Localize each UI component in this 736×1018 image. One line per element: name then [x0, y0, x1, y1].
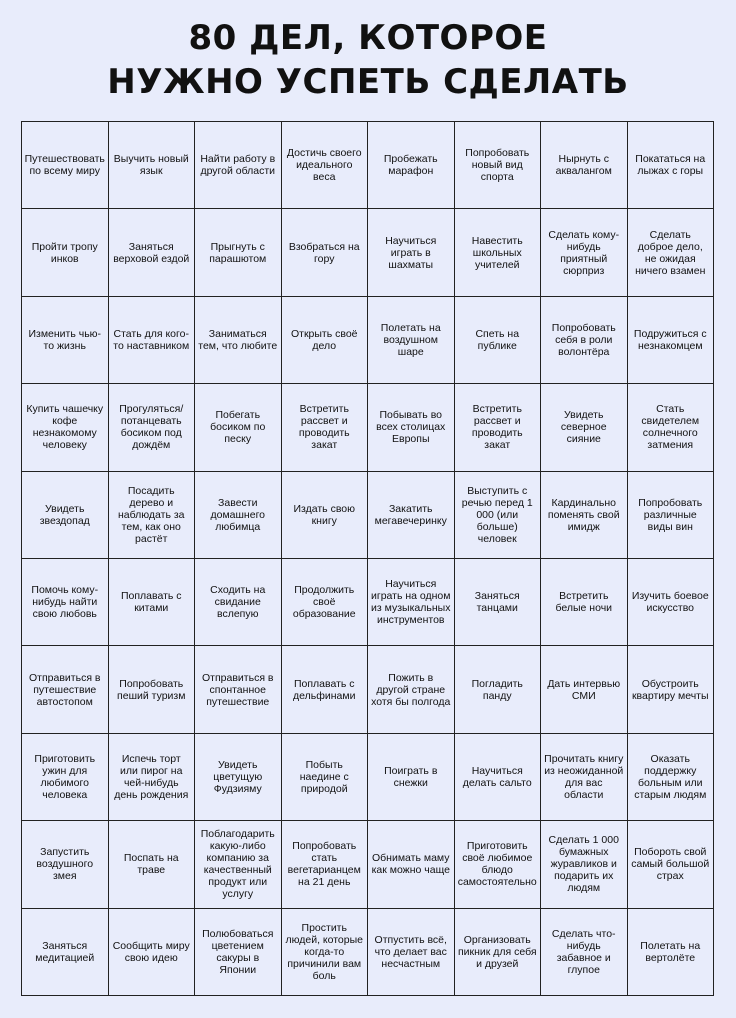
- grid-cell: [628, 821, 715, 908]
- grid-cell-text: Запустить воздушного змея: [36, 846, 94, 883]
- grid-cell-text: Заняться танцами: [474, 590, 520, 615]
- grid-cell-text: Побыть наедине с природой: [299, 758, 349, 795]
- grid-cell: [541, 122, 628, 209]
- grid-cell: [109, 734, 196, 821]
- grid-cell: [628, 209, 715, 296]
- grid-cell: [22, 122, 109, 209]
- grid-cell-text: Пожить в другой стране хотя бы полгода: [371, 671, 451, 708]
- grid-cell: [22, 209, 109, 296]
- grid-cell-text: Научиться играть в шахматы: [385, 234, 437, 271]
- grid-cell: [541, 384, 628, 471]
- grid-cell: [22, 384, 109, 471]
- grid-cell-text: Побороть свой самый большой страх: [631, 846, 710, 883]
- grid-cell-text: Приготовить ужин для любимого человека: [34, 752, 96, 801]
- grid-cell: [628, 646, 715, 733]
- grid-cell: [109, 122, 196, 209]
- grid-cell-text: Попробовать себя в роли волонтёра: [551, 321, 616, 358]
- grid-cell-text: Приготовить своё любимое блюдо самостоятельно: [457, 840, 537, 889]
- grid-cell-text: Взобраться на гору: [288, 240, 360, 265]
- grid-cell-text: Встретить рассвет и проводить закат: [471, 403, 523, 452]
- grid-cell-text: Прыгнуть с парашютом: [209, 240, 267, 265]
- grid-cell-text: Сообщить миру свою идею: [112, 939, 190, 964]
- grid-cell-text: Увидеть звездопад: [39, 502, 90, 527]
- grid-cell: [22, 734, 109, 821]
- grid-cell-text: Побегать босиком по песку: [210, 409, 266, 446]
- grid-cell: [282, 559, 369, 646]
- grid-cell-text: Полюбоваться цветением сакуры в Японии: [202, 927, 274, 976]
- title-line-2: НУЖНО УСПЕТЬ СДЕЛАТЬ: [107, 62, 629, 102]
- grid-cell-text: Оказать поддержку больным или старым людям: [634, 752, 707, 801]
- grid-cell: [282, 209, 369, 296]
- grid-cell-text: Открыть своё дело: [290, 327, 358, 352]
- grid-cell: [282, 909, 369, 996]
- grid-cell-text: Стать для кого-то наставником: [113, 327, 190, 352]
- grid-cell-text: Обнимать маму как можно чаще: [371, 852, 450, 877]
- grid-cell: [541, 734, 628, 821]
- grid-cell-text: Выучить новый язык: [113, 153, 189, 178]
- grid-cell-text: Увидеть цветущую Фудзияму: [213, 758, 263, 795]
- grid-cell: [628, 909, 715, 996]
- grid-cell-text: Встретить рассвет и проводить закат: [298, 403, 350, 452]
- grid-cell: [109, 559, 196, 646]
- grid-cell-text: Покататься на лыжах с горы: [635, 153, 706, 178]
- grid-cell: [368, 821, 455, 908]
- grid-cell-text: Поблагодарить какую-либо компанию за качественный продукт или услугу: [200, 828, 275, 901]
- grid-cell: [109, 209, 196, 296]
- grid-cell-text: Нырнуть с аквалангом: [555, 153, 612, 178]
- grid-cell: [282, 734, 369, 821]
- grid-cell: [368, 734, 455, 821]
- grid-cell: [195, 909, 282, 996]
- page-title: [0, 16, 736, 104]
- grid-cell: [22, 297, 109, 384]
- grid-cell: [628, 734, 715, 821]
- grid-cell: [195, 384, 282, 471]
- grid-cell-text: Найти работу в другой области: [200, 153, 276, 178]
- grid-cell-text: Попробовать пеший туризм: [117, 677, 186, 702]
- grid-cell: [109, 821, 196, 908]
- grid-cell-text: Достичь своего идеального веса: [286, 147, 362, 184]
- grid-cell-text: Завести домашнего любимца: [210, 496, 266, 533]
- grid-cell: [109, 384, 196, 471]
- grid-cell-text: Изменить чью-то жизнь: [28, 327, 102, 352]
- grid-cell: [195, 646, 282, 733]
- grid-cell: [455, 909, 542, 996]
- grid-cell-text: Заняться медитацией: [35, 939, 95, 964]
- grid-cell: [195, 122, 282, 209]
- grid-cell-text: Обустроить квартиру мечты: [631, 677, 709, 702]
- grid-cell: [455, 472, 542, 559]
- grid-cell-text: Прогуляться/ потанцевать босиком под дождём: [119, 403, 184, 452]
- grid-cell-text: Сделать что-нибудь забавное и глупое: [551, 927, 616, 976]
- grid-cell: [22, 821, 109, 908]
- grid-cell: [109, 297, 196, 384]
- grid-cell: [455, 646, 542, 733]
- grid-cell: [541, 909, 628, 996]
- grid-cell-text: Посадить дерево и наблюдать за тем, как оно растёт: [117, 484, 185, 545]
- grid-cell: [541, 559, 628, 646]
- grid-cell-text: Поиграть в снежки: [384, 764, 438, 789]
- grid-cell-text: Поспать на траве: [123, 852, 179, 877]
- grid-cell: [455, 734, 542, 821]
- grid-cell: [22, 559, 109, 646]
- grid-cell: [541, 821, 628, 908]
- grid-cell-text: Попробовать различные виды вин: [638, 496, 703, 533]
- grid-cell: [282, 821, 369, 908]
- grid-cell: [541, 646, 628, 733]
- grid-cell-text: Встретить белые ночи: [555, 590, 613, 615]
- grid-cell-text: Полетать на воздушном шаре: [380, 321, 441, 358]
- grid-cell-text: Прочитать книгу из неожиданной для вас области: [544, 752, 624, 801]
- grid-cell: [541, 472, 628, 559]
- grid-cell: [109, 909, 196, 996]
- grid-cell: [628, 384, 715, 471]
- grid-cell: [195, 209, 282, 296]
- grid-cell: [195, 472, 282, 559]
- grid-cell-text: Сделать 1 000 бумажных журавликов и подарить их людям: [548, 834, 619, 895]
- grid-cell: [282, 122, 369, 209]
- grid-cell-text: Поплавать с китами: [120, 590, 182, 615]
- grid-cell: [368, 209, 455, 296]
- grid-cell-text: Попробовать стать вегетарианцем на 21 день: [287, 840, 361, 889]
- grid-cell-text: Издать свою книгу: [293, 502, 355, 527]
- grid-cell: [628, 472, 715, 559]
- grid-cell: [282, 472, 369, 559]
- grid-cell: [282, 297, 369, 384]
- grid-cell: [195, 297, 282, 384]
- grid-cell-text: Навестить школьных учителей: [471, 234, 523, 271]
- grid-cell: [109, 646, 196, 733]
- grid-cell: [455, 209, 542, 296]
- grid-cell: [628, 122, 715, 209]
- grid-cell: [22, 472, 109, 559]
- grid-cell-text: Заняться верховой ездой: [113, 240, 190, 265]
- grid-cell-text: Научиться делать сальто: [462, 764, 532, 789]
- grid-cell-text: Отпустить всё, что делает вас несчастным: [374, 933, 447, 970]
- grid-cell-text: Дать интервью СМИ: [547, 677, 621, 702]
- grid-cell: [368, 122, 455, 209]
- title-line-1: 80 ДЕЛ, КОТОРОЕ: [188, 18, 548, 58]
- grid-cell-text: Продолжить своё образование: [292, 584, 356, 621]
- grid-cell-text: Сделать доброе дело, не ожидая ничего взамен: [635, 228, 706, 277]
- grid-cell-text: Спеть на публике: [475, 327, 520, 352]
- grid-cell: [455, 559, 542, 646]
- grid-cell-text: Сходить на свидание вслепую: [210, 584, 266, 621]
- grid-cell-text: Пройти тропу инков: [31, 240, 98, 265]
- grid-cell-text: Путешествовать по всему миру: [24, 153, 105, 178]
- grid-cell-text: Заниматься тем, что любите: [198, 327, 278, 352]
- grid-cell: [368, 297, 455, 384]
- grid-cell-text: Полетать на вертолёте: [640, 939, 701, 964]
- grid-cell: [455, 821, 542, 908]
- grid-cell-text: Изучить боевое искусство: [631, 590, 709, 615]
- grid-cell: [455, 297, 542, 384]
- grid-cell-text: Побывать во всех столицах Европы: [376, 409, 446, 446]
- grid-cell: [282, 646, 369, 733]
- grid-cell: [455, 384, 542, 471]
- grid-cell: [541, 209, 628, 296]
- grid-cell-text: Увидеть северное сияние: [560, 409, 607, 446]
- grid-cell-text: Простить людей, которые когда-то причинили вам боль: [285, 921, 363, 982]
- grid-cell: [628, 297, 715, 384]
- grid-cell: [628, 559, 715, 646]
- grid-cell-text: Подружиться с незнакомцем: [633, 327, 707, 352]
- grid-cell: [22, 909, 109, 996]
- grid-cell-text: Научиться играть на одном из музыкальных инструментов: [371, 578, 451, 627]
- grid-cell: [368, 559, 455, 646]
- grid-cell: [368, 472, 455, 559]
- grid-cell-text: Помочь кому-нибудь найти свою любовь: [31, 584, 99, 621]
- grid-cell-text: Кардинально поменять свой имидж: [547, 496, 620, 533]
- grid-cell: [368, 646, 455, 733]
- grid-cell: [109, 472, 196, 559]
- grid-cell-text: Поплавать с дельфинами: [293, 677, 356, 702]
- grid-cell-text: Пробежать марафон: [383, 153, 438, 178]
- grid-cell: [368, 909, 455, 996]
- grid-cell-text: Сделать кому-нибудь приятный сюрприз: [548, 228, 620, 277]
- grid-cell: [195, 821, 282, 908]
- grid-cell: [368, 384, 455, 471]
- grid-cell: [195, 559, 282, 646]
- grid-cell-text: Попробовать новый вид спорта: [465, 147, 530, 184]
- grid-cell: [22, 646, 109, 733]
- grid-cell-text: Отправиться в спонтанное путешествие: [202, 671, 274, 708]
- grid-cell-text: Выступить с речью перед 1 000 (или больше) человек: [461, 484, 533, 545]
- grid-cell-text: Погладить панду: [471, 677, 523, 702]
- grid-cell-text: Организовать пикник для себя и друзей: [457, 933, 537, 970]
- grid-cell: [455, 122, 542, 209]
- grid-cell-text: Отправиться в путешествие автостопом: [29, 671, 101, 708]
- grid-cell: [541, 297, 628, 384]
- grid-cell-text: Купить чашечку кофе незнакомому человеку: [26, 403, 104, 452]
- checklist-grid: [21, 121, 714, 996]
- grid-cell: [195, 734, 282, 821]
- grid-cell: [282, 384, 369, 471]
- grid-cell-text: Испечь торт или пирог на чей-нибудь день рождения: [114, 752, 189, 801]
- grid-cell-text: Закатить мегавечеринку: [374, 502, 447, 527]
- grid-cell-text: Стать свидетелем солнечного затмения: [641, 403, 700, 452]
